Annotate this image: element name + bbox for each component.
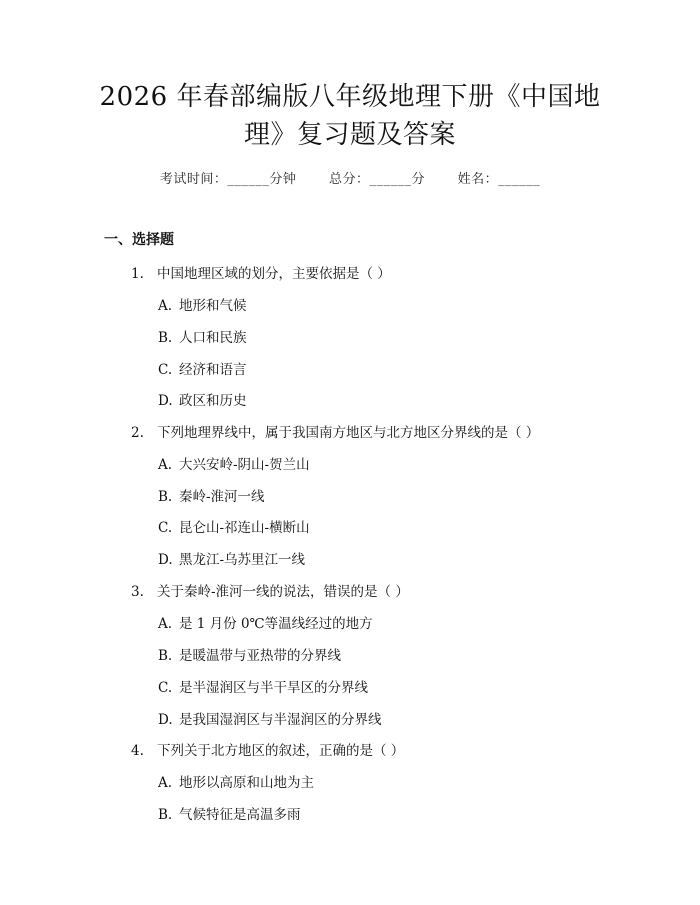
option-letter: A. [158,457,173,473]
option-text: 政区和历史 [179,393,247,409]
option-text: 是我国湿润区与半湿润区的分界线 [179,712,382,728]
option-letter: C. [158,362,173,378]
option-text: 地形和气候 [179,298,247,314]
q3-option-c [158,676,368,696]
student-name-label: 姓名： [457,172,499,187]
q3-option-a [158,612,373,632]
option-letter: D. [158,712,173,728]
exam-time-blank: ______ [227,172,270,187]
total-score-label: 总分： [328,172,370,187]
option-text: 地形以高原和山地为主 [179,775,314,791]
option-text: 昆仑山-祁连山-横断山 [179,520,310,536]
option-text: 是半湿润区与半干旱区的分界线 [179,680,368,696]
option-letter: D. [158,393,173,409]
exam-meta [0,168,700,187]
question-number: 1. [131,266,144,282]
option-text: 人口和民族 [179,330,247,346]
q1-option-d [158,389,247,409]
q4-option-b [158,803,301,823]
option-text: 是暖温带与亚热带的分界线 [179,648,341,664]
total-score-unit: 分 [411,172,426,187]
option-text: 是 1 月份 0℃等温线经过的地方 [179,616,373,632]
option-text: 大兴安岭-阴山-贺兰山 [179,457,310,473]
total-score-blank: ______ [369,172,412,187]
title-line-2: 理》复习题及答案 [243,120,456,150]
option-letter: B. [158,648,173,664]
q2-option-d [158,548,305,568]
exam-time-unit: 分钟 [269,172,297,187]
option-letter: C. [158,520,173,536]
option-text: 气候特征是高温多雨 [179,807,301,823]
student-name [458,168,541,187]
question-4 [131,739,404,759]
exam-time-label: 考试时间： [159,172,228,187]
option-letter: A. [158,775,173,791]
q1-option-c [158,358,247,378]
title-line-1: 2026 年春部编版八年级地理下册《中国地 [99,82,601,112]
question-text: 关于秦岭-淮河一线的说法，错误的是（ ） [157,584,409,600]
option-letter: A. [158,616,173,632]
q3-option-b [158,644,341,664]
question-text: 中国地理区域的划分，主要依据是（ ） [157,266,391,282]
option-letter: D. [158,552,173,568]
question-text: 下列地理界线中，属于我国南方地区与北方地区分界线的是（ ） [157,425,540,441]
page-title [80,78,620,154]
question-text: 下列关于北方地区的叙述，正确的是（ ） [157,743,405,759]
total-score [329,168,425,187]
option-text: 经济和语言 [179,362,247,378]
q2-option-c [158,516,310,536]
question-3 [131,580,409,600]
option-letter: C. [158,680,173,696]
q1-option-b [158,326,247,346]
q4-option-a [158,771,314,791]
student-name-blank: ______ [498,172,541,187]
option-text: 秦岭-淮河一线 [179,489,265,505]
question-number: 2. [131,425,144,441]
option-letter: B. [158,489,173,505]
q2-option-b [158,485,265,505]
q3-option-d [158,708,382,728]
option-letter: A. [158,298,173,314]
question-number: 3. [131,584,144,600]
q1-option-a [158,294,247,314]
question-number: 4. [131,743,144,759]
option-letter: B. [158,807,173,823]
option-text: 黑龙江-乌苏里江一线 [179,552,306,568]
option-letter: B. [158,330,173,346]
exam-time [160,168,297,187]
question-2 [131,421,539,441]
question-1 [131,262,391,282]
section-title: 一、选择题 [104,232,174,248]
q2-option-a [158,453,310,473]
